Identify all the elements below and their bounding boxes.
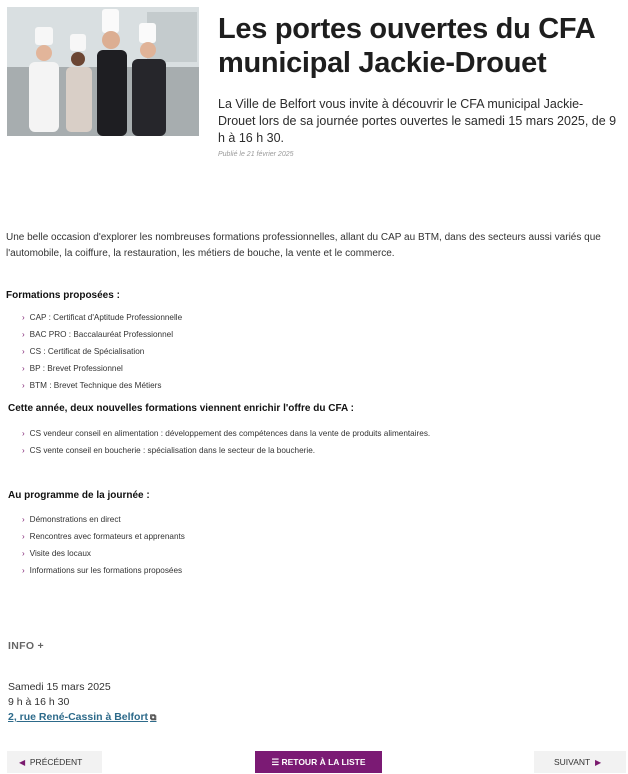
chevron-right-icon: › bbox=[22, 429, 25, 438]
programme-heading: Au programme de la journée : bbox=[8, 490, 150, 501]
chevron-right-icon: › bbox=[22, 330, 25, 339]
previous-button[interactable] bbox=[7, 751, 102, 773]
list-item: › Démonstrations en direct bbox=[22, 515, 121, 524]
back-to-list-button[interactable] bbox=[255, 751, 382, 773]
formations-list bbox=[22, 309, 182, 394]
triangle-left-icon: ◀ bbox=[19, 758, 26, 767]
chevron-right-icon: › bbox=[22, 364, 25, 373]
chevron-right-icon: › bbox=[22, 446, 25, 455]
list-item: › CAP : Certificat d'Aptitude Professionnelle bbox=[22, 313, 183, 322]
chevron-right-icon: › bbox=[22, 549, 25, 558]
list-item: › BTM : Brevet Technique des Métiers bbox=[22, 381, 162, 390]
chevron-right-icon: › bbox=[22, 532, 25, 541]
nouvelles-formations-list bbox=[22, 425, 430, 459]
list-item: › Rencontres avec formateurs et apprenants bbox=[22, 532, 185, 541]
nouvelles-formations-heading: Cette année, deux nouvelles formations viennent enrichir l'offre du CFA : bbox=[8, 403, 354, 414]
article-photo bbox=[7, 7, 199, 136]
page-title: Les portes ouvertes du CFA municipal Jackie-Drouet bbox=[218, 13, 595, 79]
chevron-right-icon: › bbox=[22, 381, 25, 390]
previous-label: PRÉCÉDENT bbox=[29, 757, 83, 767]
next-button[interactable] bbox=[534, 751, 626, 773]
list-item: › CS : Certificat de Spécialisation bbox=[22, 347, 145, 356]
list-icon: ☰ bbox=[271, 757, 280, 767]
list-item: › BP : Brevet Professionnel bbox=[22, 364, 123, 373]
programme-list bbox=[22, 511, 185, 579]
address-text: 2, rue René-Cassin à Belfort bbox=[8, 711, 149, 723]
article-intro: Une belle occasion d'explorer les nombreuses formations professionnelles, allant du CAP au BTM, dans des secteurs aussi variés que l'automobile, la coiffure, la restauration, les métiers de bouche, la vente et le commerce. bbox=[6, 232, 601, 259]
next-label: SUIVANT bbox=[554, 757, 591, 767]
info-heading: INFO + bbox=[8, 640, 44, 652]
info-date: Samedi 15 mars 2025 bbox=[8, 681, 111, 693]
triangle-right-icon: ▶ bbox=[594, 758, 602, 767]
list-item: › Informations sur les formations proposées bbox=[22, 566, 183, 575]
list-item: › BAC PRO : Baccalauréat Professionnel bbox=[22, 330, 174, 339]
formations-heading: Formations proposées : bbox=[6, 290, 120, 301]
publication-date: Publié le 21 février 2025 bbox=[218, 151, 294, 158]
photo-illustration bbox=[7, 7, 199, 136]
list-item: › CS vente conseil en boucherie : spécialisation dans le secteur de la boucherie. bbox=[22, 446, 316, 455]
chevron-right-icon: › bbox=[22, 566, 25, 575]
article-lead: La Ville de Belfort vous invite à découvrir le CFA municipal Jackie-Drouet lors de sa journée portes ouvertes le samedi 15 mars 2025, de 9 h à 16 h 30. bbox=[218, 97, 617, 145]
back-to-list-label: RETOUR À LA LISTE bbox=[281, 757, 366, 767]
chevron-right-icon: › bbox=[22, 515, 25, 524]
external-link-icon: ⧉ bbox=[150, 712, 157, 722]
address-link[interactable] bbox=[8, 711, 156, 723]
list-item: › Visite des locaux bbox=[22, 549, 91, 558]
chevron-right-icon: › bbox=[22, 347, 25, 356]
info-hours: 9 h à 16 h 30 bbox=[8, 696, 70, 708]
list-item: › CS vendeur conseil en alimentation : développement des compétences dans la vente de produits alimentaires. bbox=[22, 429, 431, 438]
chevron-right-icon: › bbox=[22, 313, 25, 322]
